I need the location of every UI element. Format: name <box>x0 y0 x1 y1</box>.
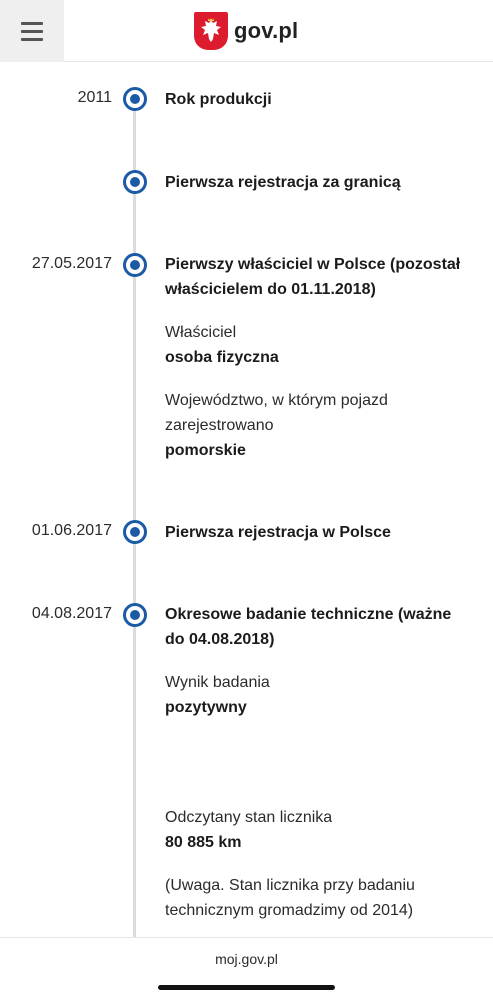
timeline-dot-icon <box>123 603 147 627</box>
detail-label-inspection-result: Wynik badania <box>165 674 270 691</box>
detail-value-inspection-result: pozytywny <box>165 699 247 716</box>
polish-eagle-emblem-icon <box>194 12 228 50</box>
event-title: Pierwsza rejestracja w Polsce <box>165 524 391 541</box>
timeline-dot-icon <box>123 520 147 544</box>
top-bar <box>0 0 493 62</box>
event-date: 04.08.2017 <box>31 605 112 622</box>
event-date: 27.05.2017 <box>31 255 112 272</box>
home-indicator[interactable] <box>158 985 335 990</box>
event-title: Pierwsza rejestracja za granicą <box>165 174 401 191</box>
detail-value-voivodeship: pomorskie <box>165 442 246 459</box>
event-title: Okresowe badanie techniczne (ważne do 04.08.2018) <box>165 606 452 648</box>
vehicle-history-timeline <box>0 62 493 937</box>
odometer-note: (Uwaga. Stan licznika przy badaniu technicznym gromadzimy od 2014) <box>165 877 415 919</box>
detail-label-voivodeship: Województwo, w którym pojazd zarejestrowano <box>165 392 388 434</box>
gov-pl-logo[interactable] <box>194 12 298 50</box>
detail-label-owner: Właściciel <box>165 324 237 341</box>
timeline-line <box>133 100 136 937</box>
detail-value-owner: osoba fizyczna <box>165 349 279 366</box>
menu-button[interactable] <box>0 0 64 62</box>
hamburger-icon <box>21 22 43 25</box>
footer-url[interactable]: moj.gov.pl <box>215 951 278 967</box>
footer-bar <box>0 937 493 998</box>
timeline-dot-icon <box>123 170 147 194</box>
brand-name: gov.pl <box>234 18 299 43</box>
timeline-dot-icon <box>123 87 147 111</box>
event-title: Pierwszy właściciel w Polsce (pozostał właścicielem do 01.11.2018) <box>165 256 461 298</box>
event-date: 2011 <box>77 89 112 106</box>
detail-value-odometer: 80 885 km <box>165 834 242 851</box>
event-date: 01.06.2017 <box>31 522 112 539</box>
event-title: Rok produkcji <box>165 91 272 108</box>
timeline-dot-icon <box>123 253 147 277</box>
hamburger-icon-line <box>21 30 43 33</box>
detail-label-odometer: Odczytany stan licznika <box>165 809 333 826</box>
hamburger-icon-line <box>21 38 43 41</box>
